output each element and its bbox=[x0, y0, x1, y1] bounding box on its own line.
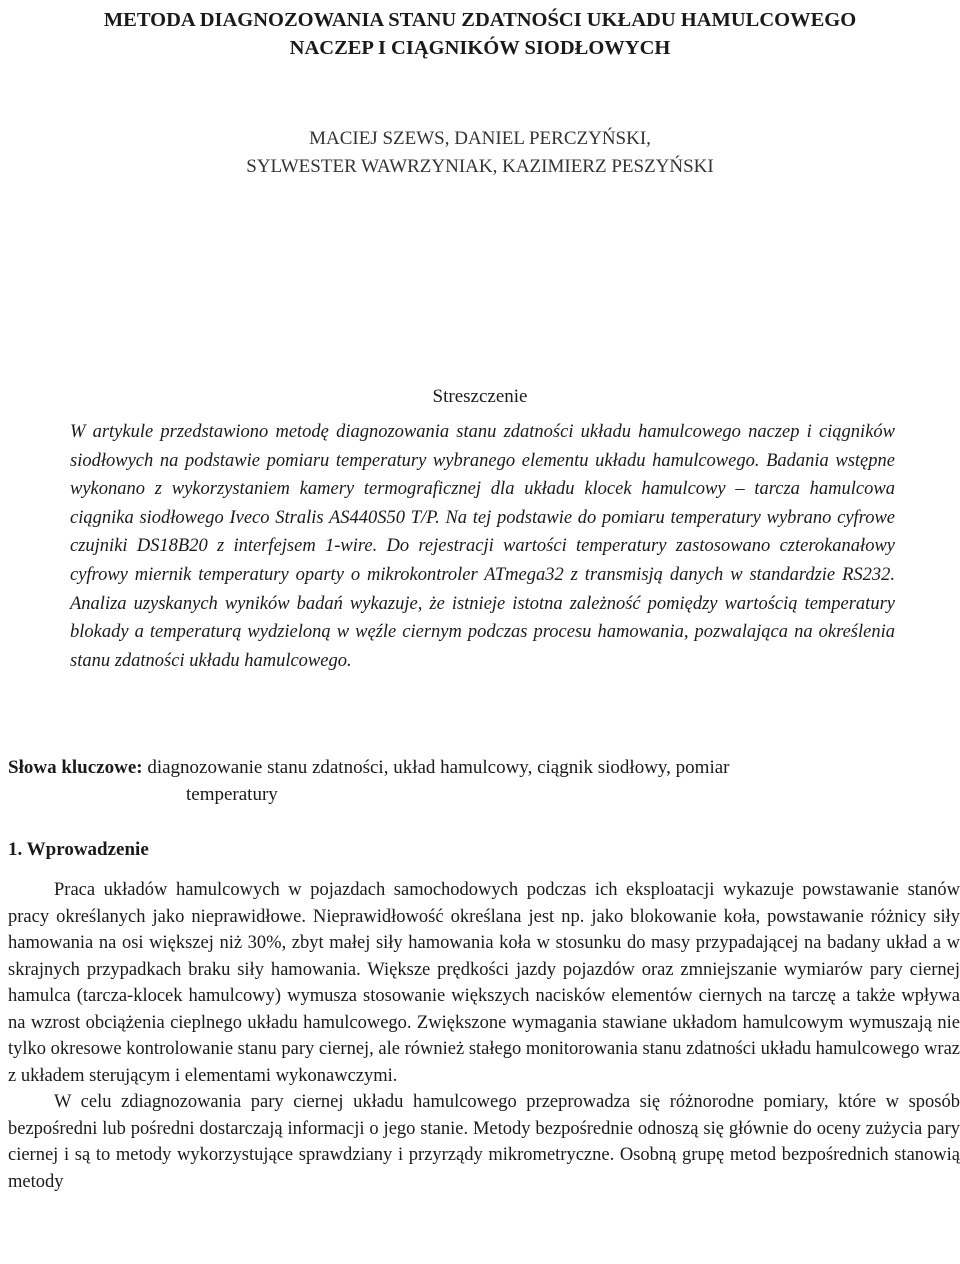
keywords-label: Słowa kluczowe: bbox=[8, 757, 143, 778]
author-list bbox=[0, 125, 960, 181]
section-body bbox=[8, 877, 960, 1195]
body-paragraph-2: W celu zdiagnozowania pary ciernej układu hamulcowego przeprowadza się różnorodne pomiary, które w sposób bezpośredni lub pośredni dostarczają informacji o jego stanie. Metody bezpośrednie odnoszą się głównie do oceny zużycia pary ciernej i są to metody wykorzystujące sprawdziany i przyrządy mikrometryczne. Osobną grupę metod bezpośrednich stanowią metody bbox=[8, 1092, 960, 1192]
authors-line-2: SYLWESTER WAWRZYNIAK, KAZIMIERZ PESZYŃSKI bbox=[246, 156, 714, 177]
abstract-heading: Streszczenie bbox=[432, 386, 528, 407]
title-line-1: METODA DIAGNOZOWANIA STANU ZDATNOŚCI UKŁADU HAMULCOWEGO bbox=[103, 9, 857, 31]
title-line-2: NACZEP I CIĄGNIKÓW SIODŁOWYCH bbox=[289, 37, 671, 59]
keywords-block bbox=[8, 754, 938, 808]
authors-line-1: MACIEJ SZEWS, DANIEL PERCZYŃSKI, bbox=[309, 128, 651, 149]
paper-title bbox=[0, 6, 960, 62]
body-paragraph-1: Praca układów hamulcowych w pojazdach samochodowych podczas ich eksploatacji wykazuje powstawanie stanów pracy określanych jako nieprawidłowe. Nieprawidłowość określana jest np. jako blokowanie koła, powstawanie różnicy siły hamowania na osi większej niż 30%, zbyt małej siły hamowania koła w stosunku do masy przypadającej na badany układ a w skrajnych przypadkach braku siły hamowania. Większe prędkości jazdy pojazdów oraz zmniejszanie wymiarów pary ciernej hamulca (tarcza-klocek hamulcowy) wymusza stosowanie większych nacisków elementów ciernych na tarczę a także wpływa na wzrost obciążenia cieplnego układu hamulcowego. Zwiększone wymagania stawiane układom hamulcowym wymuszają nie tylko okresowe kontrolowanie stanu pary ciernej, ale również stałego monitorowania stanu zdatności układu hamulcowego wraz z układem sterującym i elementami wykonawczymi. bbox=[8, 880, 960, 1086]
section-heading: 1. Wprowadzenie bbox=[8, 839, 149, 860]
keywords-line-1: diagnozowanie stanu zdatności, układ hamulcowy, ciągnik siodłowy, pomiar bbox=[142, 757, 730, 778]
keywords-line-2: temperatury bbox=[186, 784, 278, 805]
abstract-text: W artykule przedstawiono metodę diagnozowania stanu zdatności układu hamulcowego naczep i ciągników siodłowych na podstawie pomiaru temperatury wybranego elementu układu hamulcowego. Badania wstępne wykonano z wykorzystaniem kamery termograficznej dla układu klocek hamulcowy – tarcza hamulcowa ciągnika siodłowego Iveco Stralis AS440S50 T/P. Na tej podstawie do pomiaru temperatury wybrano cyfrowe czujniki DS18B20 z interfejsem 1-wire. Do rejestracji wartości temperatury zastosowano czterokanałowy cyfrowy miernik temperatury oparty o mikrokontroler ATmega32 z transmisją danych w standardzie RS232. Analiza uzyskanych wyników badań wykazuje, że istnieje istotna zależność pomiędzy wartością temperatury blokady a temperaturą wydzieloną w węźle ciernym podczas procesu hamowania, pozwalająca na określenia stanu zdatności układu hamulcowego. bbox=[70, 422, 895, 671]
